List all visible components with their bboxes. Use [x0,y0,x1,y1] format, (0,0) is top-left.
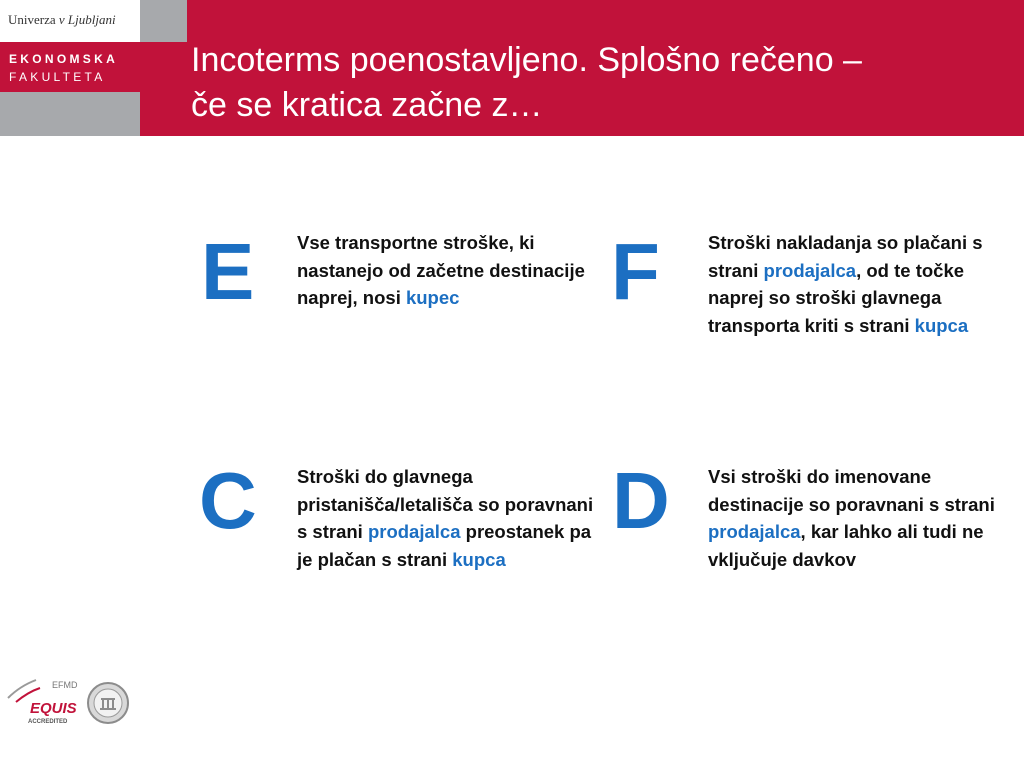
faculty-line-2: FAKULTETA [9,70,106,84]
letter-c: C [199,456,257,545]
desc-c-highlight-2: kupca [452,548,506,570]
desc-c-text-a: Stroški do glavnega pristanišča/letališča so poravnani s strani [297,466,594,542]
letter-d: D [612,456,670,545]
desc-e-text: Vse transportne stroške, ki nastanejo od začetne destinacije naprej, nosi [297,232,585,308]
desc-d [708,463,1008,573]
grey-block [0,92,140,136]
desc-c-highlight-1: prodajalca [367,521,461,542]
desc-f-highlight-1: prodajalca [763,259,857,281]
title-band [140,0,1024,136]
slide-title [191,38,1011,128]
equis-logo [6,668,86,728]
desc-c-text-b: preostanek pa je plačan s strani [297,521,592,570]
desc-d-text-a: Vsi stroški do imenovane destinacije so poravnani s strani [708,466,995,515]
desc-e [297,229,597,312]
desc-f-text-b: , od te točke naprej so stroški glavnega transporta kriti s strani [708,259,965,336]
university-logo [0,0,140,42]
desc-e-highlight: kupec [405,287,460,308]
accreditation-seal-icon [86,681,130,725]
desc-d-highlight: prodajalca [708,521,801,542]
desc-f-text-a: Stroški nakladanja so plačani s strani [708,232,983,281]
university-prefix: Univerza [8,12,56,27]
desc-c [297,463,603,573]
title-line-2: če se kratica začne z… [191,86,543,124]
equis-accredited: ACCREDITED [28,719,68,725]
faculty-line-1: EKONOMSKA [9,52,119,66]
letter-e: E [201,227,255,316]
faculty-logo [0,42,140,92]
equis-main: EQUIS [30,700,77,717]
desc-d-text-b: , kar lahko ali tudi ne vključuje davkov [708,521,984,570]
header-grey-block [140,0,187,42]
university-v: v [58,12,65,27]
letter-f: F [611,227,660,316]
university-city: Ljubljani [67,12,116,27]
title-line-1: Incoterms poenostavljeno. Splošno rečeno – [191,41,862,79]
equis-efmd: EFMD [52,680,78,690]
equis-swoosh-icon [8,680,36,698]
desc-f-highlight-2: kupca [914,314,969,336]
desc-f [708,229,1014,339]
